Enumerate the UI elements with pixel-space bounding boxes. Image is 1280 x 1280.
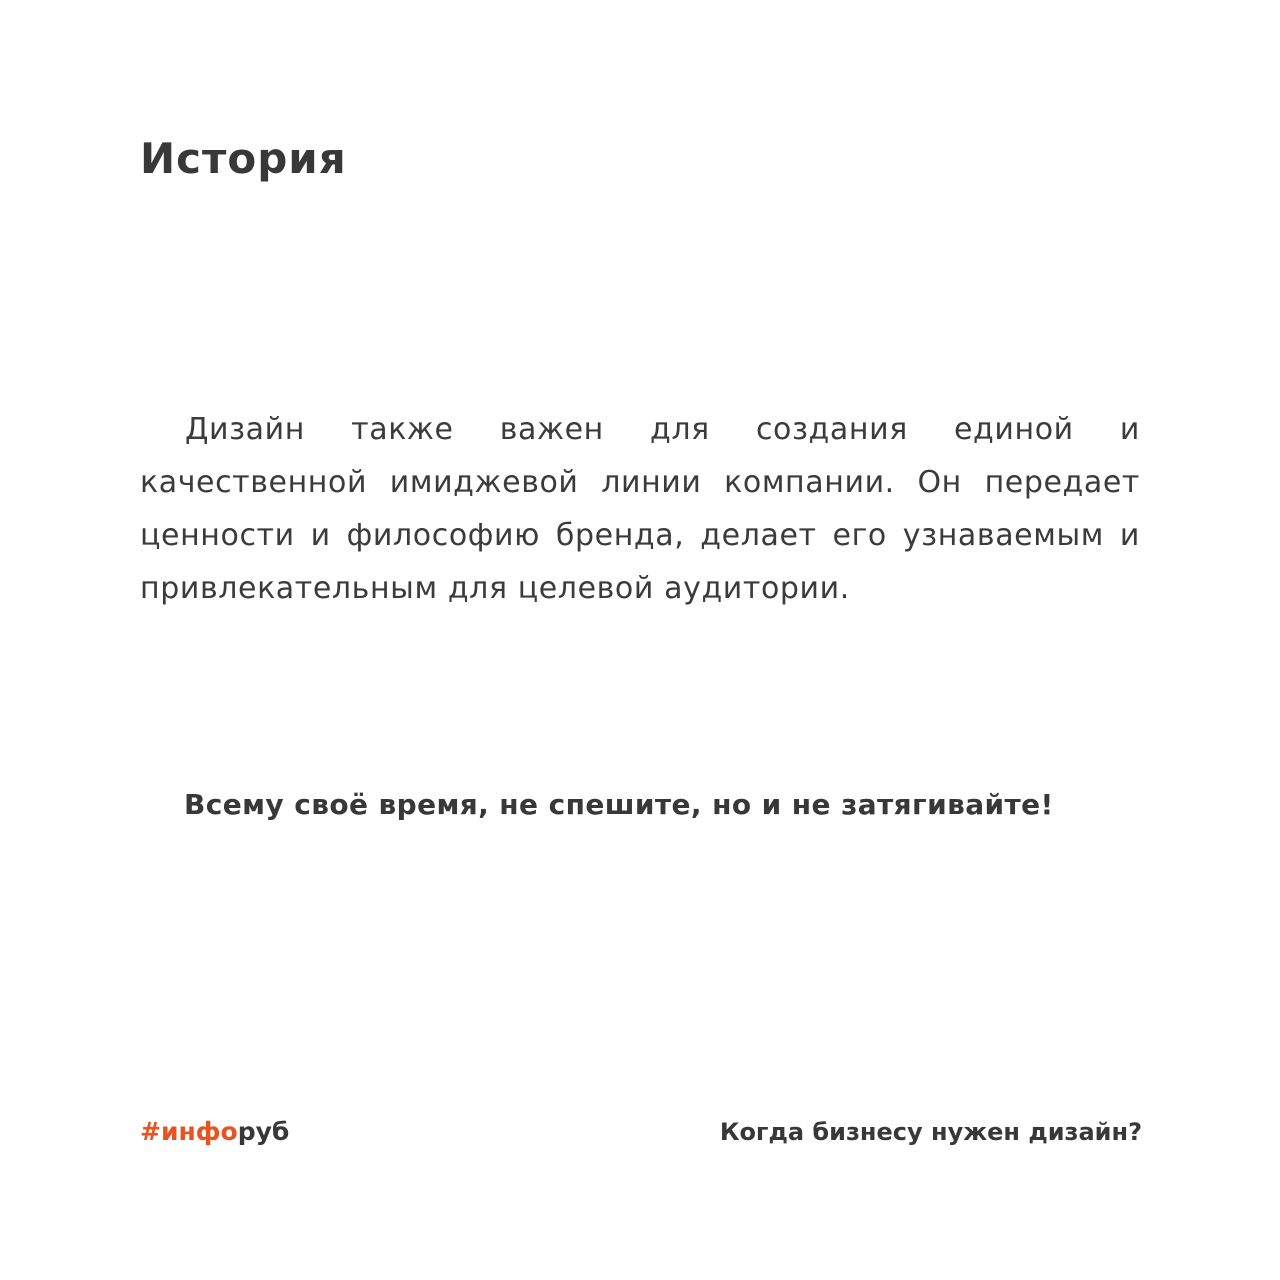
motto-text: Всему своё время, не спешите, но и не затягивайте! (184, 788, 1054, 821)
hashtag-accent-text: #инфо (140, 1117, 238, 1146)
body-paragraph: Дизайн также важен для создания единой и качественной имиджевой линии компании. Он передает ценности и философию бренда, делает его узнаваемым и привлекательным для целевой аудитории. (140, 412, 1140, 606)
hashtag-rest-text: руб (237, 1117, 290, 1146)
slide-title: История (140, 134, 347, 183)
brand-hashtag (140, 1112, 289, 1152)
series-title: Когда бизнесу нужен дизайн? (719, 1118, 1142, 1146)
